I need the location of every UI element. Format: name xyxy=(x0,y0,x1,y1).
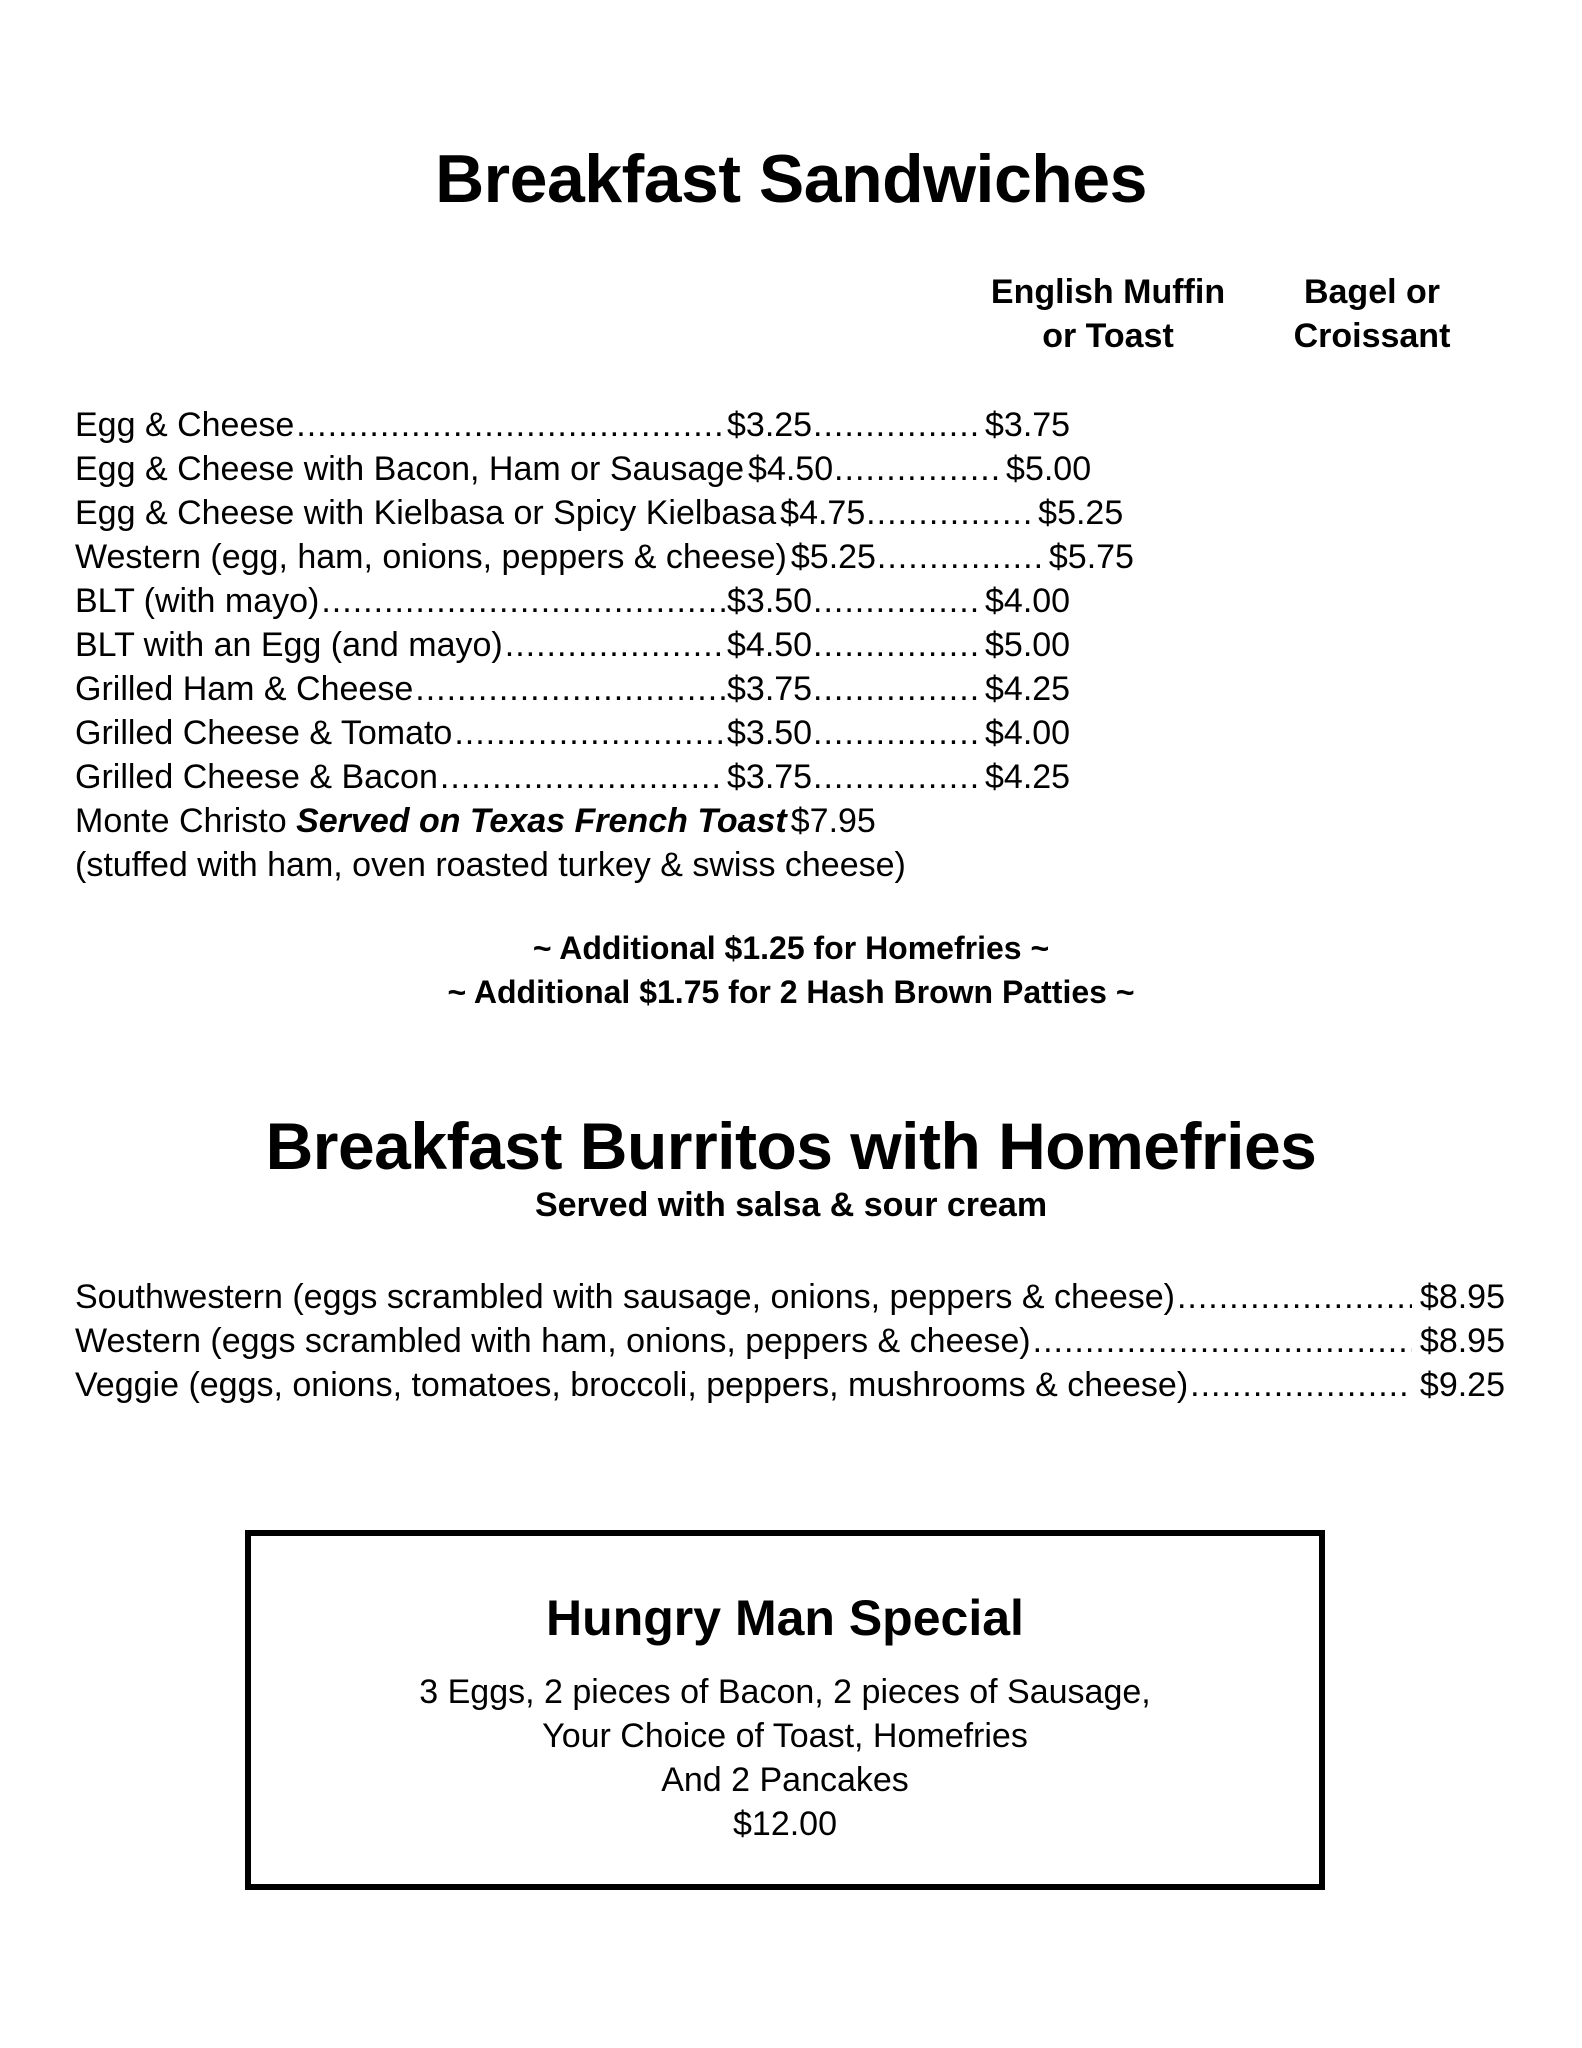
dot-leader xyxy=(454,711,725,755)
addon-homefries: ~ Additional $1.25 for Homefries ~ xyxy=(532,930,1050,966)
burrito-price: $8.95 xyxy=(1419,1322,1505,1360)
monte-christo-note: (stuffed with ham, oven roasted turkey & swiss cheese) xyxy=(75,846,906,884)
dot-leader xyxy=(866,491,1030,535)
sandwich-name: Grilled Cheese & Bacon xyxy=(75,758,438,796)
sandwich-name: Grilled Cheese & Tomato xyxy=(75,714,453,752)
price-muffin: $3.50 xyxy=(727,582,813,620)
column-header-muffin-toast xyxy=(958,270,1258,358)
burrito-name: Southwestern (eggs scrambled with sausage, onions, peppers & cheese) xyxy=(75,1278,1175,1316)
sandwich-row xyxy=(75,403,1075,447)
column-header-bagel-croissant xyxy=(1272,270,1472,358)
price-bagel: $5.75 xyxy=(1048,538,1134,576)
dot-leader xyxy=(834,447,998,491)
sandwich-row xyxy=(75,711,1075,755)
burritos-title: Breakfast Burritos with Homefries xyxy=(265,1109,1317,1183)
price-bagel: $5.00 xyxy=(985,626,1071,664)
sandwich-row xyxy=(75,535,1134,579)
sandwich-name: Grilled Ham & Cheese xyxy=(75,670,414,708)
dot-leader xyxy=(813,623,977,667)
price-bagel: $4.00 xyxy=(985,582,1071,620)
burrito-row xyxy=(75,1363,1505,1407)
column-header-muffin-line1: English Muffin xyxy=(990,273,1226,311)
special-line-1: 3 Eggs, 2 pieces of Bacon, 2 pieces of Sausage, xyxy=(419,1673,1151,1711)
dot-leader xyxy=(1033,1319,1412,1363)
column-header-muffin-line2: or Toast xyxy=(1042,317,1174,355)
sandwich-row-monte-christo xyxy=(75,799,1075,843)
price-bagel: $5.25 xyxy=(1038,494,1124,532)
monte-christo-emphasis: Served on Texas French Toast xyxy=(296,802,787,840)
price-muffin: $4.75 xyxy=(780,494,866,532)
dot-leader xyxy=(415,667,725,711)
dot-leader xyxy=(877,535,1041,579)
sandwich-name: BLT with an Egg (and mayo) xyxy=(75,626,503,664)
price-muffin: $3.75 xyxy=(727,758,813,796)
sandwich-row xyxy=(75,755,1075,799)
price-muffin: $3.25 xyxy=(727,406,813,444)
price-muffin: $3.50 xyxy=(727,714,813,752)
sandwich-row xyxy=(75,667,1075,711)
burrito-price: $8.95 xyxy=(1419,1278,1505,1316)
burrito-name: Veggie (eggs, onions, tomatoes, broccoli, peppers, mushrooms & cheese) xyxy=(75,1366,1189,1404)
sandwich-row xyxy=(75,623,1075,667)
dot-leader xyxy=(296,403,725,447)
dot-leader xyxy=(440,755,725,799)
column-header-bagel-line2: Croissant xyxy=(1293,317,1451,355)
price-bagel: $4.25 xyxy=(985,670,1071,708)
price-muffin: $3.75 xyxy=(727,670,813,708)
hungry-man-special-box xyxy=(245,1530,1325,1890)
sandwich-name: Western (egg, ham, onions, peppers & cheese) xyxy=(75,538,787,576)
sandwich-name: Egg & Cheese with Kielbasa or Spicy Kielbasa xyxy=(75,494,777,532)
dot-leader xyxy=(321,579,725,623)
special-price: $12.00 xyxy=(733,1805,837,1843)
special-title: Hungry Man Special xyxy=(546,1590,1024,1646)
dot-leader xyxy=(505,623,725,667)
price-bagel: $5.00 xyxy=(1006,450,1092,488)
dot-leader xyxy=(813,755,977,799)
price-bagel: $4.25 xyxy=(985,758,1071,796)
dot-leader xyxy=(813,667,977,711)
burritos-subtitle: Served with salsa & sour cream xyxy=(534,1186,1048,1224)
price-muffin: $4.50 xyxy=(727,626,813,664)
sandwich-name: BLT (with mayo) xyxy=(75,582,320,620)
dot-leader xyxy=(1190,1363,1412,1407)
burrito-list xyxy=(75,1275,1505,1407)
sandwich-name xyxy=(75,799,787,843)
burrito-row xyxy=(75,1275,1505,1319)
burrito-price: $9.25 xyxy=(1419,1366,1505,1404)
dot-leader xyxy=(813,711,977,755)
special-line-2: Your Choice of Toast, Homefries xyxy=(542,1717,1028,1755)
special-line-3: And 2 Pancakes xyxy=(661,1761,909,1799)
special-description xyxy=(251,1670,1319,1846)
monte-christo-name: Monte Christo xyxy=(75,802,287,840)
sandwich-list xyxy=(75,403,1134,887)
dot-leader xyxy=(1177,1275,1412,1319)
sandwich-name: Egg & Cheese xyxy=(75,406,295,444)
price-bagel: $3.75 xyxy=(985,406,1071,444)
price-bagel: $4.00 xyxy=(985,714,1071,752)
sandwich-name: Egg & Cheese with Bacon, Ham or Sausage xyxy=(75,450,745,488)
addon-hash-browns: ~ Additional $1.75 for 2 Hash Brown Patties ~ xyxy=(447,974,1135,1010)
sandwiches-title: Breakfast Sandwiches xyxy=(435,141,1147,217)
sandwich-row xyxy=(75,447,1092,491)
sandwich-row xyxy=(75,491,1124,535)
column-header-bagel-line1: Bagel or xyxy=(1303,273,1441,311)
burrito-name: Western (eggs scrambled with ham, onions, peppers & cheese) xyxy=(75,1322,1031,1360)
price-muffin: $4.50 xyxy=(748,450,834,488)
dot-leader xyxy=(813,403,977,447)
price-muffin: $7.95 xyxy=(790,802,876,840)
sandwich-row xyxy=(75,579,1075,623)
burrito-row xyxy=(75,1319,1505,1363)
dot-leader xyxy=(813,579,977,623)
price-muffin: $5.25 xyxy=(790,538,876,576)
